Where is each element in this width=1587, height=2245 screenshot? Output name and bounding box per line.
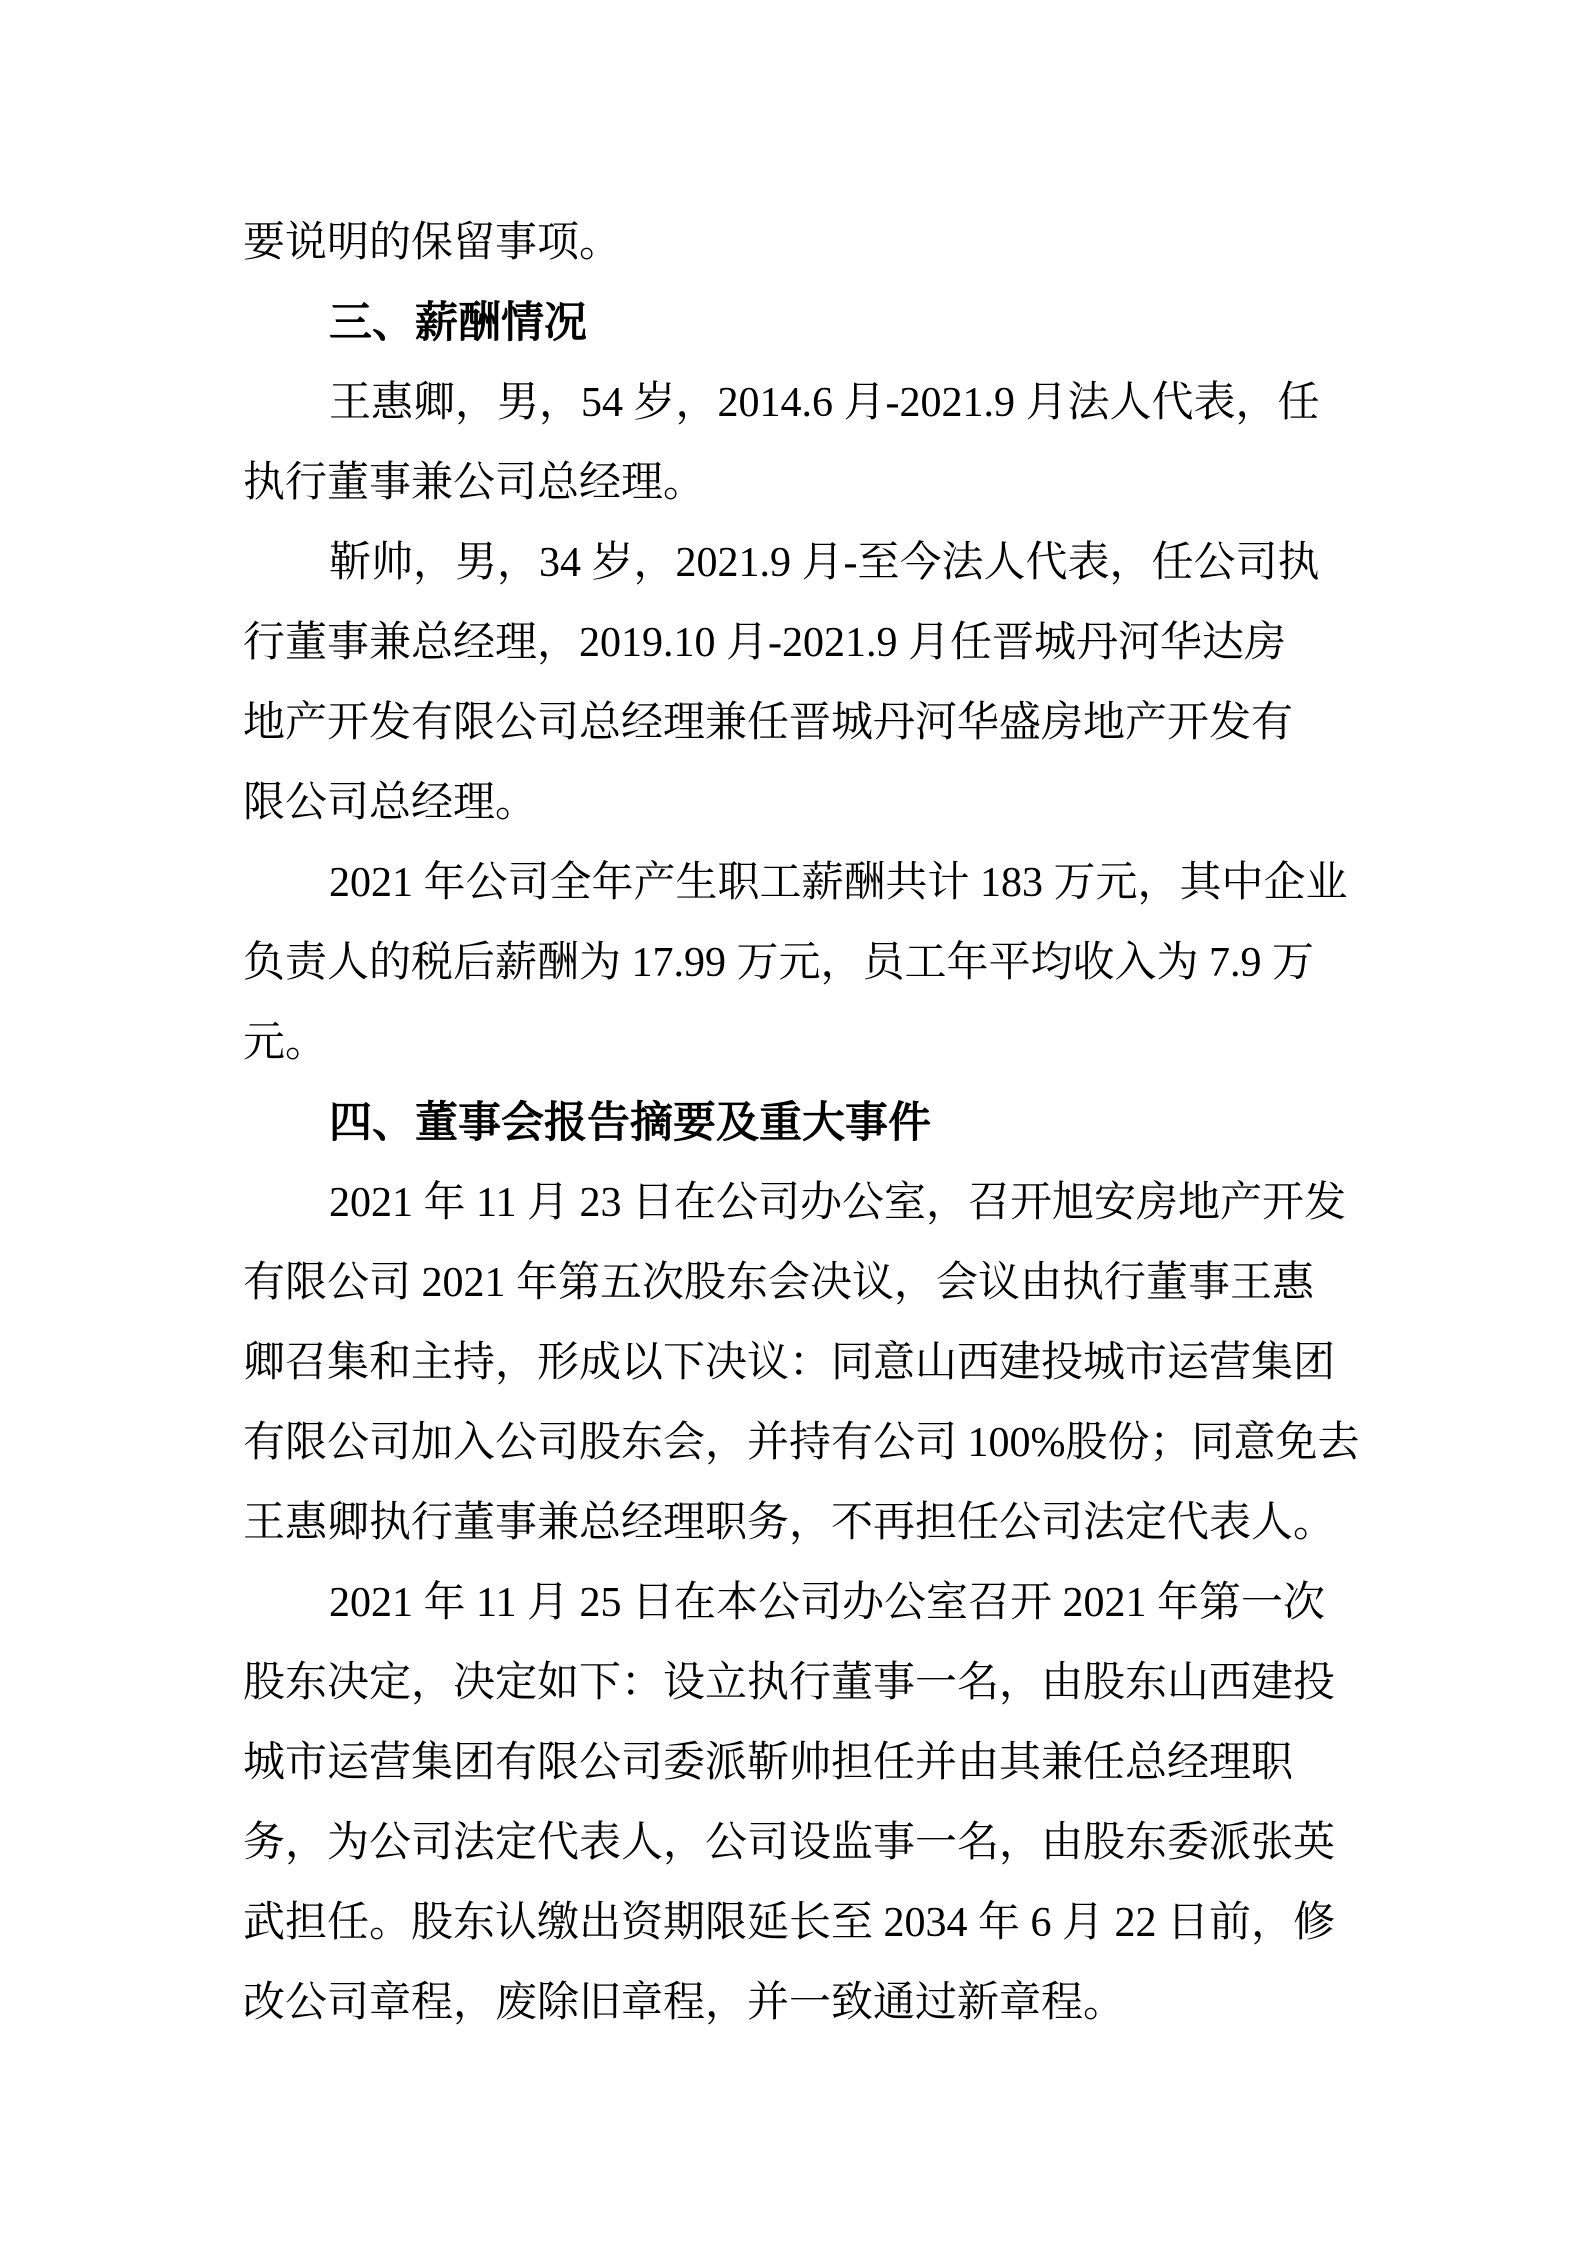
paragraph-line: 执行董事兼公司总经理。 xyxy=(243,460,706,506)
paragraph-line: 股东决定，决定如下：设立执行董事一名，由股东山西建投 xyxy=(243,1660,1336,1706)
paragraph-line: 2021 年公司全年产生职工薪酬共计 183 万元，其中企业 xyxy=(329,860,1348,906)
paragraph-line: 城市运营集团有限公司委派靳帅担任并由其兼任总经理职 xyxy=(243,1740,1294,1786)
paragraph-line: 限公司总经理。 xyxy=(243,780,538,826)
paragraph-line: 王惠卿执行董事兼总经理职务，不再担任公司法定代表人。 xyxy=(243,1500,1336,1546)
paragraph-line: 卿召集和主持，形成以下决议：同意山西建投城市运营集团 xyxy=(243,1340,1336,1386)
text-block xyxy=(243,203,1358,2043)
paragraph-line: 王惠卿，男，54 岁，2014.6 月-2021.9 月法人代表，任 xyxy=(329,380,1320,426)
paragraph-line: 地产开发有限公司总经理兼任晋城丹河华盛房地产开发有 xyxy=(243,700,1294,746)
paragraph-line: 2021 年 11 月 25 日在本公司办公室召开 2021 年第一次 xyxy=(329,1580,1325,1626)
paragraph-line: 负责人的税后薪酬为 17.99 万元，员工年平均收入为 7.9 万 xyxy=(243,940,1315,986)
heading-board-report-section: 四、董事会报告摘要及重大事件 xyxy=(329,1099,931,1147)
paragraph-line: 要说明的保留事项。 xyxy=(243,220,622,266)
paragraph-line: 靳帅，男，34 岁，2021.9 月-至今法人代表，任公司执 xyxy=(329,540,1320,586)
heading-salary-section: 三、薪酬情况 xyxy=(329,299,587,347)
paragraph-line: 元。 xyxy=(243,1020,328,1066)
paragraph-line: 务，为公司法定代表人，公司设监事一名，由股东委派张英 xyxy=(243,1820,1336,1866)
paragraph-line: 有限公司加入公司股东会，并持有公司 100%股份；同意免去 xyxy=(243,1420,1360,1466)
paragraph-line: 改公司章程，废除旧章程，并一致通过新章程。 xyxy=(243,1980,1126,2026)
paragraph-line: 武担任。股东认缴出资期限延长至 2034 年 6 月 22 日前，修 xyxy=(243,1900,1336,1946)
paragraph-line: 行董事兼总经理，2019.10 月-2021.9 月任晋城丹河华达房 xyxy=(243,620,1286,666)
paragraph-line: 有限公司 2021 年第五次股东会决议，会议由执行董事王惠 xyxy=(243,1260,1315,1306)
paragraph-line: 2021 年 11 月 23 日在公司办公室，召开旭安房地产开发 xyxy=(329,1180,1346,1226)
